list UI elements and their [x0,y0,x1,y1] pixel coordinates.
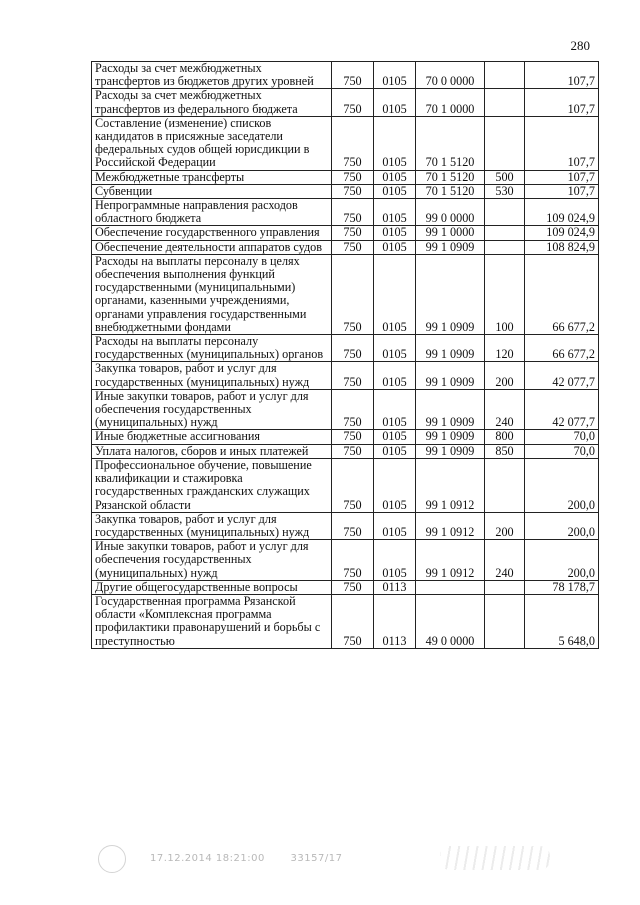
cell-name: Непрограммные направления расходов областного бюджета [92,199,332,226]
cell-sum: 107,7 [525,184,599,198]
table-row [92,580,599,594]
cell-rz: 0113 [374,594,416,648]
table-row [92,512,599,539]
cell-name: Составление (изменение) списков кандидатов в присяжные заседатели федеральных судов общей юрисдикции в Российской Федерации [92,116,332,170]
cell-csr: 99 1 0912 [416,458,485,512]
table-row [92,89,599,116]
page-number: 280 [570,38,590,53]
cell-csr: 99 0 0000 [416,199,485,226]
cell-sum: 5 648,0 [525,594,599,648]
cell-name: Расходы на выплаты персоналу государственных (муниципальных) органов [92,335,332,362]
cell-name: Расходы за счет межбюджетных трансфертов из федерального бюджета [92,89,332,116]
cell-rz: 0105 [374,89,416,116]
cell-ved: 750 [332,170,374,184]
cell-name: Субвенции [92,184,332,198]
cell-name: Обеспечение деятельности аппаратов судов [92,240,332,254]
cell-rz: 0105 [374,62,416,89]
cell-rz: 0105 [374,458,416,512]
cell-ved: 750 [332,540,374,581]
footer-stamp-id: 33157/17 [290,853,343,864]
table-row [92,240,599,254]
cell-rz: 0105 [374,240,416,254]
cell-name: Уплата налогов, сборов и иных платежей [92,444,332,458]
cell-ved: 750 [332,184,374,198]
cell-rz: 0105 [374,254,416,334]
table-row [92,254,599,334]
cell-csr: 70 1 5120 [416,170,485,184]
cell-rz: 0105 [374,540,416,581]
cell-sum: 109 024,9 [525,199,599,226]
cell-ved: 750 [332,335,374,362]
cell-rz: 0105 [374,170,416,184]
cell-vr: 800 [485,430,525,444]
table-row [92,540,599,581]
cell-ved: 750 [332,226,374,240]
cell-vr: 200 [485,362,525,389]
cell-vr [485,226,525,240]
cell-sum: 107,7 [525,170,599,184]
cell-sum: 42 077,7 [525,389,599,430]
cell-ved: 750 [332,430,374,444]
cell-rz: 0105 [374,430,416,444]
cell-ved: 750 [332,512,374,539]
table-row [92,458,599,512]
cell-sum: 66 677,2 [525,254,599,334]
budget-table [91,61,599,649]
cell-ved: 750 [332,444,374,458]
cell-csr: 99 1 0909 [416,254,485,334]
cell-sum: 78 178,7 [525,580,599,594]
cell-sum: 42 077,7 [525,362,599,389]
cell-csr [416,580,485,594]
cell-name: Расходы на выплаты персоналу в целях обеспечения выполнения функций государственными (муниципальными) органами, казенными учреждениями, органами управления государственными внебюджетными фондами [92,254,332,334]
table-row [92,116,599,170]
cell-rz: 0105 [374,335,416,362]
cell-name: Государственная программа Рязанской области «Комплексная программа профилактики правонарушений и борьбы с преступностью [92,594,332,648]
cell-name: Иные закупки товаров, работ и услуг для обеспечения государственных (муниципальных) нужд [92,389,332,430]
cell-csr: 99 1 0909 [416,389,485,430]
cell-vr [485,89,525,116]
budget-table-body [92,62,599,649]
cell-rz: 0105 [374,444,416,458]
cell-sum: 200,0 [525,540,599,581]
cell-vr: 850 [485,444,525,458]
cell-csr: 70 1 5120 [416,184,485,198]
cell-name: Иные закупки товаров, работ и услуг для обеспечения государственных (муниципальных) нужд [92,540,332,581]
cell-name: Обеспечение государственного управления [92,226,332,240]
cell-rz: 0105 [374,226,416,240]
cell-name: Межбюджетные трансферты [92,170,332,184]
table-row [92,389,599,430]
table-row [92,226,599,240]
table-row [92,430,599,444]
cell-csr: 49 0 0000 [416,594,485,648]
cell-sum: 107,7 [525,116,599,170]
cell-vr [485,580,525,594]
cell-vr: 500 [485,170,525,184]
cell-csr: 70 0 0000 [416,62,485,89]
cell-ved: 750 [332,594,374,648]
cell-vr: 530 [485,184,525,198]
cell-ved: 750 [332,199,374,226]
table-row [92,594,599,648]
cell-vr: 100 [485,254,525,334]
cell-ved: 750 [332,89,374,116]
cell-vr [485,116,525,170]
cell-rz: 0105 [374,116,416,170]
cell-name: Другие общегосударственные вопросы [92,580,332,594]
cell-vr [485,62,525,89]
cell-csr: 99 1 0912 [416,512,485,539]
cell-rz: 0113 [374,580,416,594]
cell-csr: 99 1 0909 [416,335,485,362]
cell-csr: 99 1 0909 [416,430,485,444]
table-row [92,62,599,89]
cell-name: Профессиональное обучение, повышение квалификации и стажировка государственных гражданских служащих Рязанской области [92,458,332,512]
cell-ved: 750 [332,116,374,170]
cell-sum: 109 024,9 [525,226,599,240]
cell-csr: 99 1 0909 [416,362,485,389]
cell-rz: 0105 [374,199,416,226]
cell-ved: 750 [332,62,374,89]
cell-name: Расходы за счет межбюджетных трансфертов из бюджетов других уровней [92,62,332,89]
cell-vr: 240 [485,389,525,430]
cell-sum: 70,0 [525,444,599,458]
table-row [92,184,599,198]
cell-ved: 750 [332,580,374,594]
footer-stamp-date: 17.12.2014 18:21:00 [150,853,265,864]
cell-ved: 750 [332,254,374,334]
cell-csr: 99 1 0909 [416,444,485,458]
stamp-mark-icon [98,845,126,873]
cell-sum: 200,0 [525,512,599,539]
cell-sum: 200,0 [525,458,599,512]
cell-rz: 0105 [374,389,416,430]
cell-csr: 70 1 0000 [416,89,485,116]
cell-csr: 99 1 0909 [416,240,485,254]
table-row [92,335,599,362]
cell-sum: 107,7 [525,89,599,116]
cell-vr [485,458,525,512]
cell-vr [485,199,525,226]
cell-name: Закупка товаров, работ и услуг для государственных (муниципальных) нужд [92,512,332,539]
cell-csr: 99 1 0912 [416,540,485,581]
cell-rz: 0105 [374,512,416,539]
cell-sum: 107,7 [525,62,599,89]
signature-mark-icon [440,846,550,870]
cell-vr [485,594,525,648]
footer-stamp [150,853,364,864]
cell-sum: 108 824,9 [525,240,599,254]
cell-rz: 0105 [374,362,416,389]
cell-vr: 240 [485,540,525,581]
cell-vr: 120 [485,335,525,362]
table-row [92,444,599,458]
cell-vr: 200 [485,512,525,539]
cell-name: Иные бюджетные ассигнования [92,430,332,444]
cell-rz: 0105 [374,184,416,198]
cell-sum: 70,0 [525,430,599,444]
table-row [92,170,599,184]
cell-ved: 750 [332,389,374,430]
cell-ved: 750 [332,240,374,254]
cell-sum: 66 677,2 [525,335,599,362]
cell-name: Закупка товаров, работ и услуг для государственных (муниципальных) нужд [92,362,332,389]
cell-ved: 750 [332,458,374,512]
cell-csr: 70 1 5120 [416,116,485,170]
cell-ved: 750 [332,362,374,389]
cell-vr [485,240,525,254]
cell-csr: 99 1 0000 [416,226,485,240]
table-row [92,362,599,389]
table-row [92,199,599,226]
